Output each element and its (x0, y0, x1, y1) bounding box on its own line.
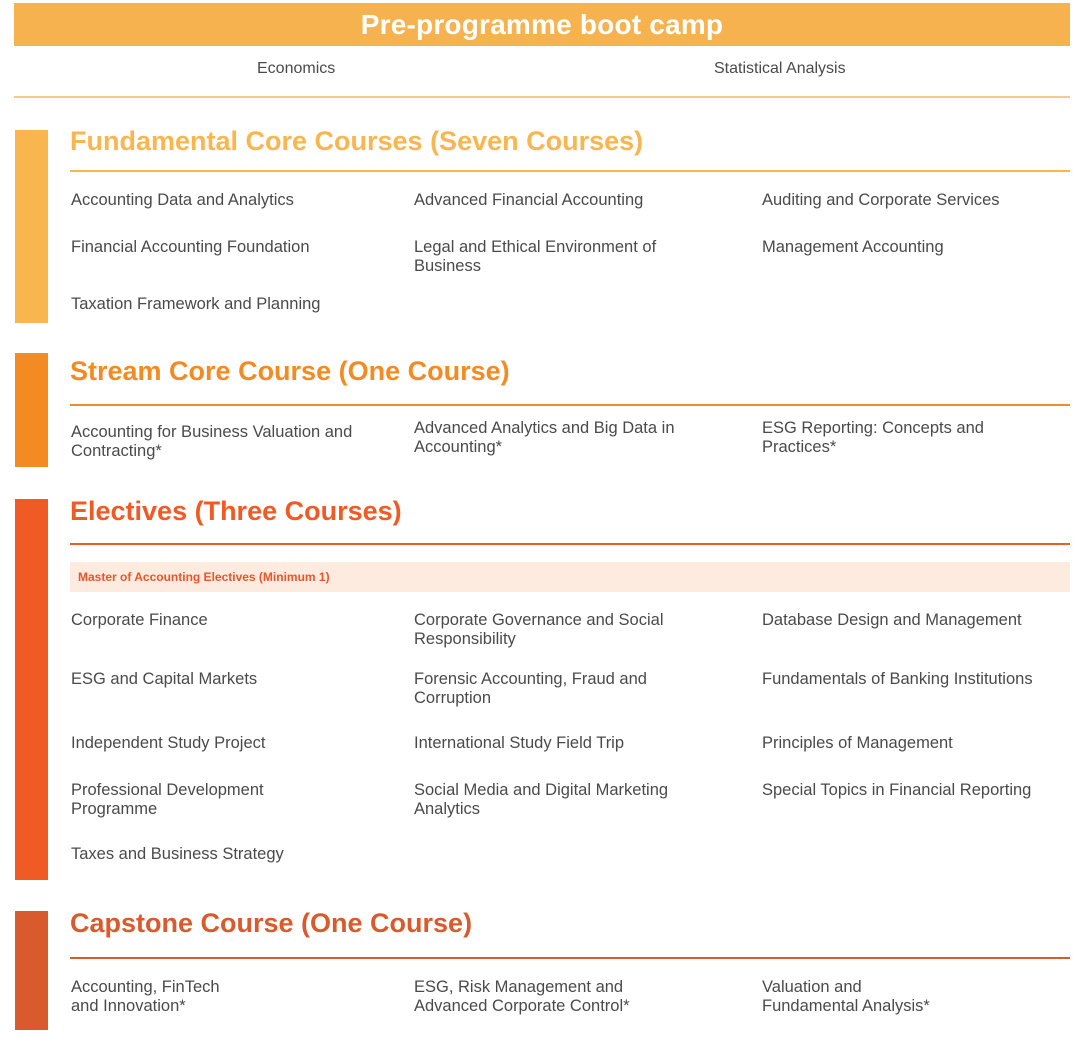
course-item: ESG Reporting: Concepts and Practices* (762, 419, 984, 456)
electives-divider (70, 543, 1070, 545)
fundamental-divider (70, 170, 1070, 172)
capstone-side-bar (15, 911, 48, 1030)
bootcamp-item-economics: Economics (257, 60, 336, 77)
stream-section-title: Stream Core Course (One Course) (70, 356, 510, 386)
stream-divider (70, 404, 1070, 406)
fundamental-section-title: Fundamental Core Courses (Seven Courses) (70, 126, 644, 156)
bootcamp-divider (14, 96, 1070, 98)
course-item: Valuation and Fundamental Analysis* (762, 978, 930, 1015)
course-item: Professional Development Programme (71, 781, 264, 818)
course-item: Taxation Framework and Planning (71, 295, 321, 313)
course-item: Financial Accounting Foundation (71, 238, 310, 256)
stream-side-bar (15, 353, 48, 467)
course-item: Management Accounting (762, 238, 944, 256)
course-item: Accounting for Business Valuation and Contracting* (71, 423, 353, 460)
capstone-section-title: Capstone Course (One Course) (70, 908, 473, 938)
capstone-divider (70, 957, 1070, 959)
course-item: Database Design and Management (762, 611, 1022, 629)
course-item: Principles of Management (762, 734, 953, 752)
course-item: Forensic Accounting, Fraud and Corruption (414, 670, 647, 707)
course-item: Auditing and Corporate Services (762, 191, 1000, 209)
course-item: ESG, Risk Management and Advanced Corporate Control* (414, 978, 630, 1015)
course-item: Accounting, FinTech and Innovation* (71, 978, 220, 1015)
course-item: ESG and Capital Markets (71, 670, 258, 688)
electives-section-title: Electives (Three Courses) (70, 496, 402, 526)
bootcamp-banner: Pre-programme boot camp (14, 3, 1070, 46)
bootcamp-item-statistics: Statistical Analysis (714, 60, 846, 77)
course-item: Social Media and Digital Marketing Analytics (414, 781, 669, 818)
course-item: Advanced Analytics and Big Data in Accounting* (414, 419, 675, 456)
electives-subheading: Master of Accounting Electives (Minimum 1) (78, 570, 330, 584)
course-item: Independent Study Project (71, 734, 266, 752)
course-item: Taxes and Business Strategy (71, 845, 284, 863)
course-item: Advanced Financial Accounting (414, 191, 644, 209)
electives-subheading-band (70, 562, 1070, 592)
course-item: Legal and Ethical Environment of Business (414, 238, 657, 275)
course-item: International Study Field Trip (414, 734, 625, 752)
course-item: Fundamentals of Banking Institutions (762, 670, 1033, 688)
electives-side-bar (15, 499, 48, 880)
course-item: Special Topics in Financial Reporting (762, 781, 1032, 799)
course-item: Corporate Governance and Social Responsibility (414, 611, 664, 648)
fundamental-side-bar (15, 130, 48, 323)
course-item: Accounting Data and Analytics (71, 191, 294, 209)
course-item: Corporate Finance (71, 611, 208, 629)
